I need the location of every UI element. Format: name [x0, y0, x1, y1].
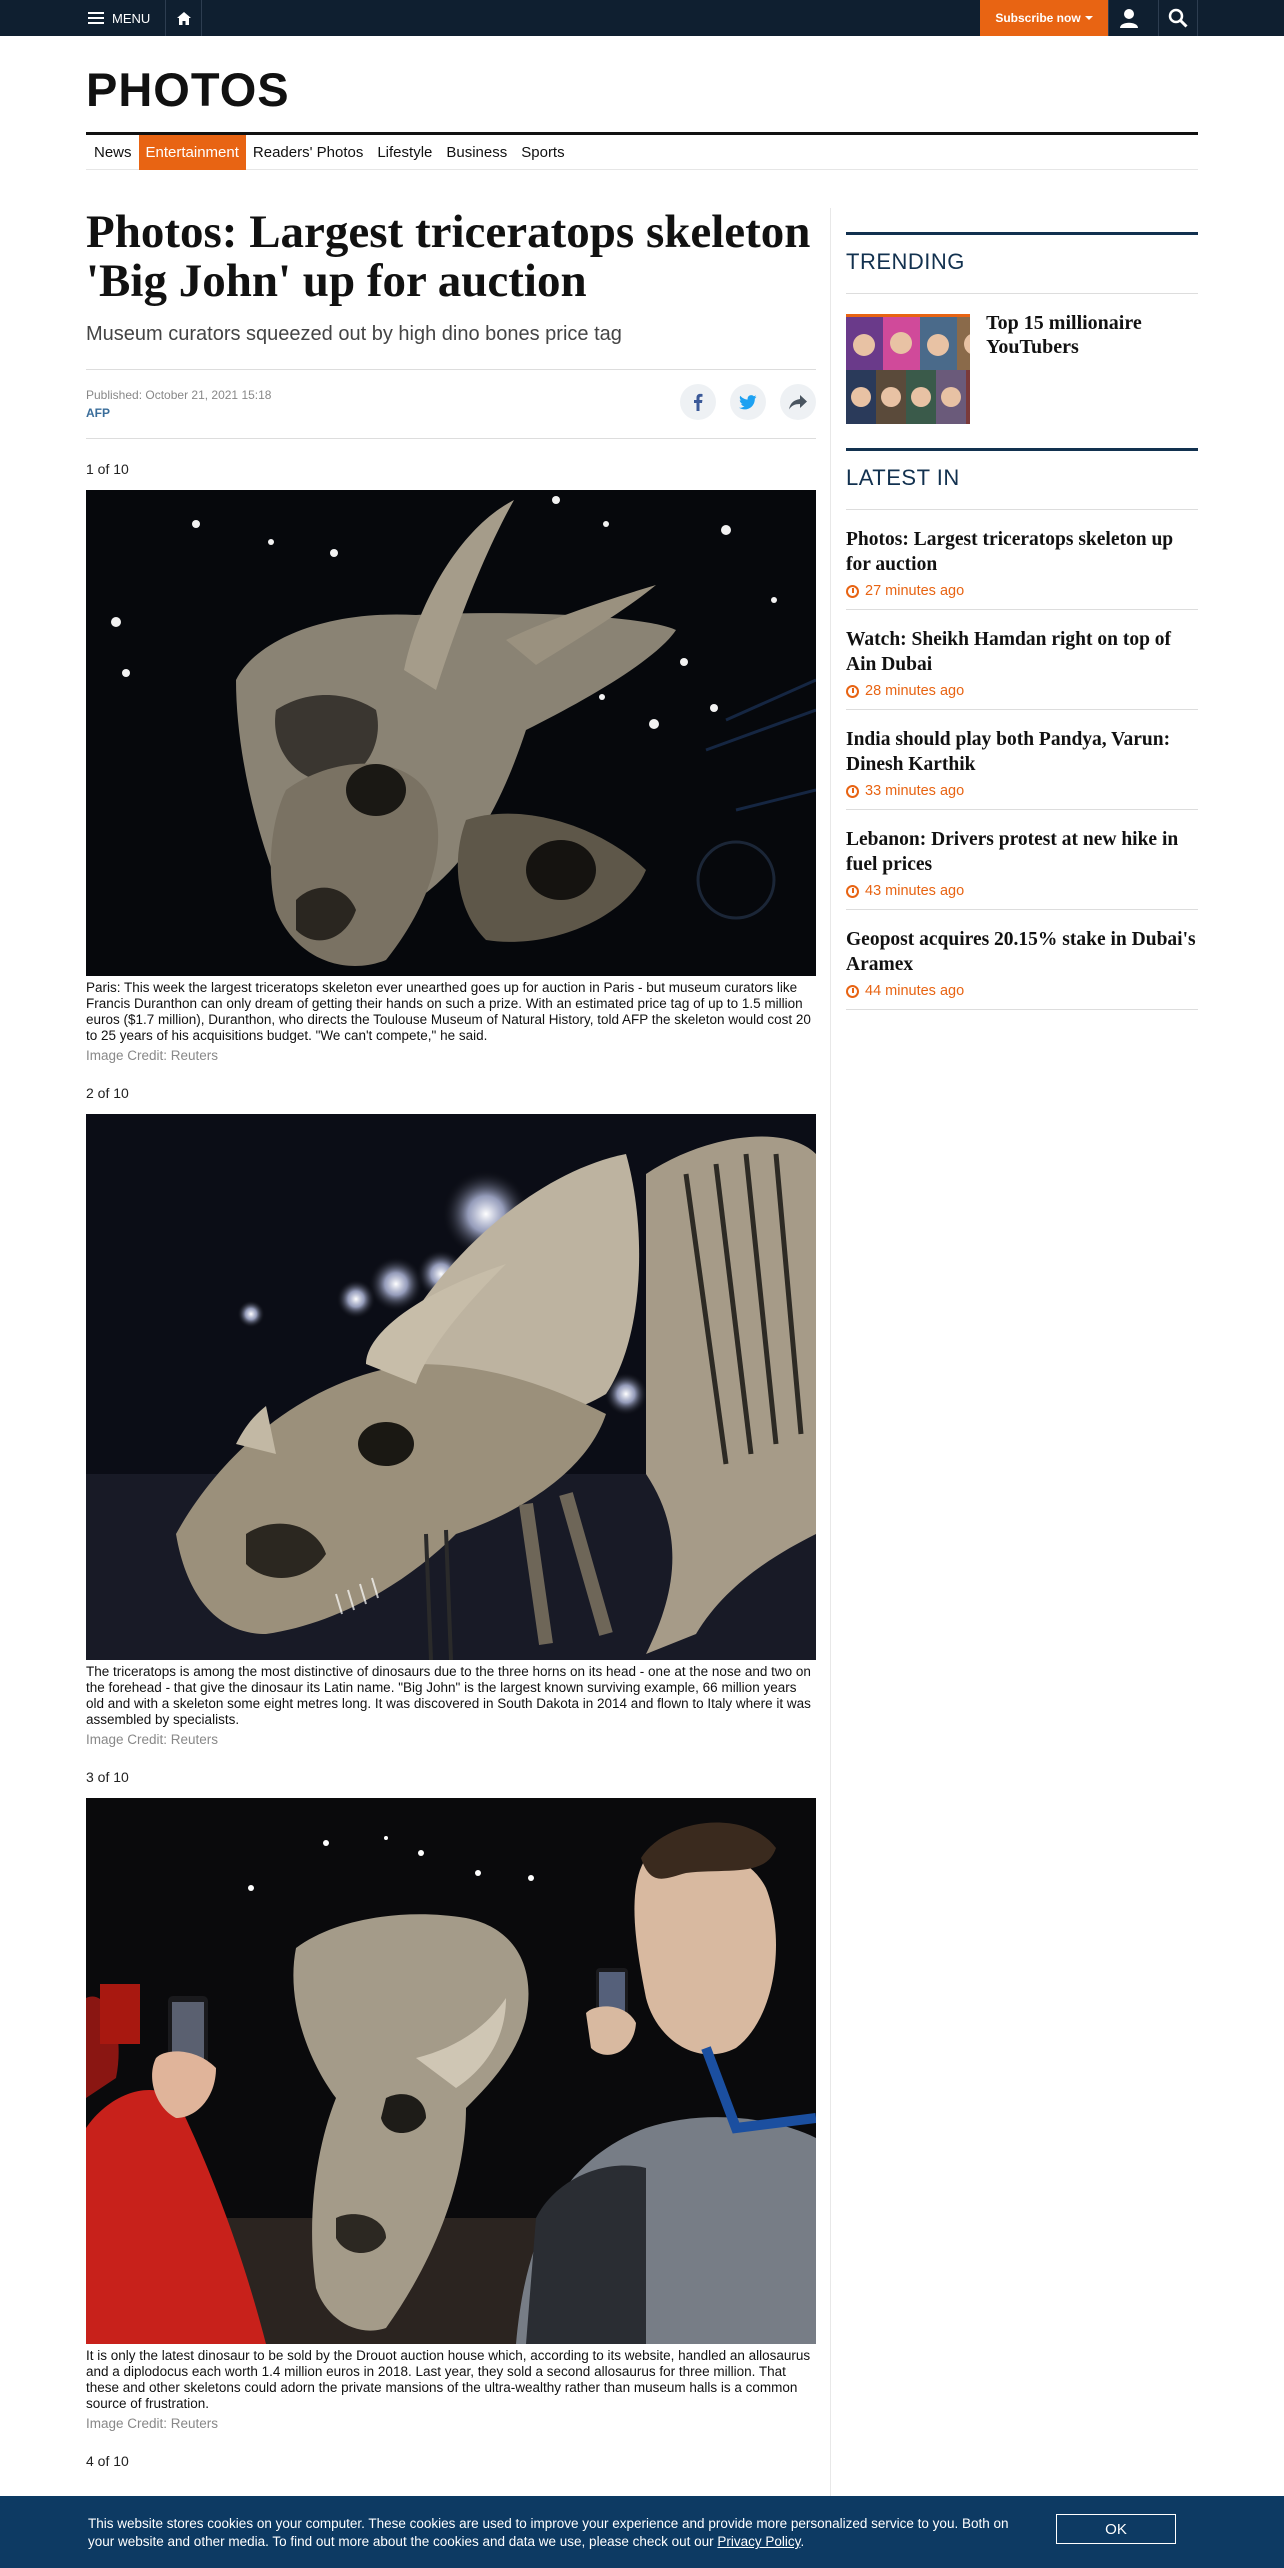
photo-caption: It is only the latest dinosaur to be sold by the Drouot auction house which, according to its website, handled an allosaurus and a diplodocus each worth 1.4 million euros in 2018. Last year, they sold a second allosaurus for three million. That these and other skeletons could adorn the private mansions of the ultra-wealthy rather than museum halls is a common source of frustration.	[86, 2348, 811, 2411]
top-bar	[0, 0, 1284, 36]
trending-heading: TRENDING	[846, 232, 1198, 294]
time-label: 28 minutes ago	[865, 683, 965, 699]
divider	[86, 438, 816, 439]
article-meta	[86, 370, 816, 438]
triceratops-skull-photo	[86, 490, 816, 976]
latest-item-title[interactable]: India should play both Pandya, Varun: Dinesh Karthik	[846, 729, 1171, 775]
facebook-share-button[interactable]	[680, 384, 716, 420]
published-date: Published: October 21, 2021 15:18	[86, 388, 272, 402]
more-share-button[interactable]	[780, 384, 816, 420]
facebook-icon	[693, 393, 703, 411]
nav-item-news[interactable]: News	[94, 143, 132, 161]
time-label: 27 minutes ago	[865, 583, 965, 599]
time-label: 43 minutes ago	[865, 883, 965, 899]
twitter-share-button[interactable]	[730, 384, 766, 420]
latest-item-time	[846, 883, 1198, 899]
latest-item[interactable]	[846, 910, 1198, 1010]
nav-item-readers-photos[interactable]: Readers' Photos	[252, 143, 364, 161]
photo-3-image	[86, 1798, 816, 2344]
author-link[interactable]: AFP	[86, 406, 110, 420]
photo-counter: 2 of 10	[86, 1085, 129, 1101]
time-label: 33 minutes ago	[865, 783, 965, 799]
latest-item[interactable]	[846, 710, 1198, 810]
cookie-text: This website stores cookies on your computer. These cookies are used to improve your experience and provide more personalized service to you. Both on your website and other media. To find out more about the cookies and data we use, please check out our Privacy Policy.	[88, 2516, 1009, 2549]
latest-item-title[interactable]: Watch: Sheikh Hamdan right on top of Ain Dubai	[846, 629, 1172, 675]
section-nav	[86, 132, 1198, 170]
photo-credit: Image Credit: Reuters	[86, 1732, 219, 1747]
nav-item-lifestyle[interactable]: Lifestyle	[377, 143, 433, 161]
home-button[interactable]	[166, 0, 202, 36]
account-button[interactable]	[1108, 0, 1148, 36]
latest-item-time	[846, 983, 1198, 999]
menu-label: MENU	[112, 10, 151, 26]
visitors-photographing-skull-photo	[86, 1798, 816, 2344]
column-divider	[830, 208, 831, 2508]
photo-1-image	[86, 490, 816, 976]
latest-item-time	[846, 583, 1198, 599]
photo-caption: The triceratops is among the most distinctive of dinosaurs due to the three horns on its head - one at the nose and two on the forehead - that give the dinosaur its Latin name. "Big John" is the largest known surviving example, 66 million years old and with a skeleton some eight metres long. It was discovered in South Dakota in 2014 and flown to Italy where it was assembled by specialists.	[86, 1664, 811, 1727]
clock-icon	[846, 985, 859, 998]
sidebar	[846, 232, 1198, 1010]
hamburger-icon	[88, 12, 104, 24]
photo-credit: Image Credit: Reuters	[86, 2416, 219, 2431]
photo-caption: Paris: This week the largest triceratops skeleton ever unearthed goes up for auction in Paris - but museum curators like Francis Duranthon can only dream of getting their hands on such a prize. With an estimated price tag of up to 1.5 million euros ($1.7 million), Duranthon, who directs the Toulouse Museum of Natural History, told AFP the skeleton would cost 20 to 25 years of his acquisitions budget. "We can't compete," he said.	[86, 980, 811, 1043]
article	[86, 208, 816, 2469]
clock-icon	[846, 785, 859, 798]
latest-item[interactable]	[846, 610, 1198, 710]
caret-down-icon	[1085, 15, 1093, 21]
privacy-policy-link[interactable]: Privacy Policy	[717, 2534, 801, 2549]
subscribe-button[interactable]	[980, 0, 1108, 36]
twitter-icon	[739, 395, 757, 410]
clock-icon	[846, 685, 859, 698]
triceratops-side-photo	[86, 1114, 816, 1660]
latest-item-title[interactable]: Geopost acquires 20.15% stake in Dubai's Aramex	[846, 929, 1196, 975]
latest-item[interactable]	[846, 810, 1198, 910]
search-icon	[1168, 8, 1188, 28]
clock-icon	[846, 885, 859, 898]
clock-icon	[846, 585, 859, 598]
home-icon	[176, 11, 192, 26]
menu-button[interactable]	[86, 0, 166, 36]
latest-item-title[interactable]: Lebanon: Drivers protest at new hike in fuel prices	[846, 829, 1179, 875]
search-button[interactable]	[1158, 0, 1198, 36]
latest-item-time	[846, 683, 1198, 699]
nav-item-business[interactable]: Business	[446, 143, 508, 161]
section-title: PHOTOS	[86, 63, 290, 116]
trending-thumbnail[interactable]	[846, 314, 970, 424]
nav-item-entertainment[interactable]: Entertainment	[139, 135, 246, 170]
cookie-ok-button[interactable]: OK	[1056, 2514, 1176, 2544]
time-label: 44 minutes ago	[865, 983, 965, 999]
share-buttons	[680, 384, 816, 420]
photo-2-image	[86, 1114, 816, 1660]
share-arrow-icon	[789, 395, 807, 410]
article-standfirst: Museum curators squeezed out by high dino bones price tag	[86, 323, 622, 345]
youtubers-collage-image	[846, 317, 970, 424]
latest-item[interactable]	[846, 510, 1198, 610]
latest-item-title[interactable]: Photos: Largest triceratops skeleton up for auction	[846, 529, 1174, 575]
trending-title[interactable]: Top 15 millionaire YouTubers	[986, 312, 1142, 358]
photo-credit: Image Credit: Reuters	[86, 1048, 219, 1063]
photo-counter: 1 of 10	[86, 461, 129, 477]
subscribe-label: Subscribe now	[995, 11, 1081, 25]
article-headline: Photos: Largest triceratops skeleton 'Big John' up for auction	[86, 206, 811, 307]
latest-heading: LATEST IN	[846, 448, 1198, 510]
trending-item[interactable]	[846, 314, 1198, 424]
cookie-message: This website stores cookies on your computer. These cookies are used to improve your experience and provide more personalized service to you. Both on your website and other media. To find out more about the cookies and data we use, please check out our	[88, 2516, 1009, 2549]
photo-counter: 4 of 10	[86, 2453, 129, 2469]
user-icon	[1119, 8, 1139, 28]
photo-counter: 3 of 10	[86, 1769, 129, 1785]
cookie-banner	[0, 2496, 1284, 2568]
nav-item-sports[interactable]: Sports	[521, 143, 565, 161]
latest-item-time	[846, 783, 1198, 799]
